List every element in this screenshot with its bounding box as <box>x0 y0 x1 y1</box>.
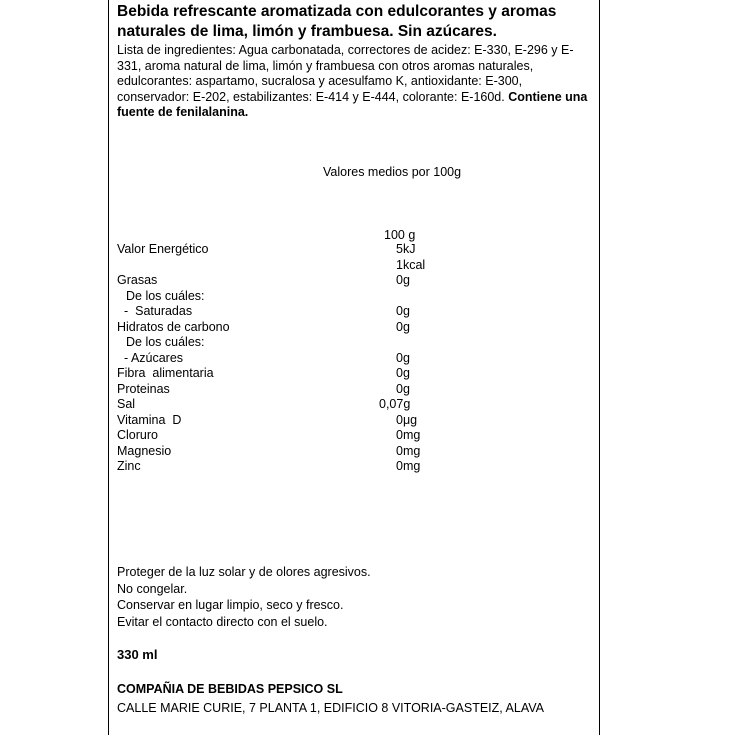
nutrition-row-of-which <box>117 335 447 351</box>
nutrient-value: 0g <box>396 304 410 318</box>
nutrient-name: Vitamina D <box>117 412 182 427</box>
ingredients-warning: Contiene una fuente de fenilalanina. <box>117 89 588 119</box>
nutrient-name: Grasas <box>117 273 158 287</box>
nutrient-value: 0g <box>396 366 410 380</box>
nutrient-name: Valor Energético <box>117 242 209 256</box>
nutrition-row-carbohydrates <box>117 320 447 336</box>
nutrition-row-chloride <box>117 428 447 444</box>
nutrition-row-saturated <box>117 304 447 320</box>
nutrition-column-header: 100 g <box>384 228 416 242</box>
nutrient-value: 5kJ <box>396 242 416 256</box>
nutrient-name: Sal <box>117 397 136 411</box>
nutrition-table <box>117 242 447 475</box>
nutrient-name: Hidratos de carbono <box>117 319 230 334</box>
nutrition-row-magnesium <box>117 444 447 460</box>
nutrient-value: 0mg <box>396 459 421 473</box>
nutrient-name: - Saturadas <box>124 304 193 318</box>
storage-instructions <box>117 564 587 630</box>
nutrient-value: 0mg <box>396 428 421 442</box>
nutrient-name: De los cuáles: <box>126 288 205 303</box>
nutrition-row-zinc <box>117 459 447 475</box>
company-name: COMPAÑIA DE BEBIDAS PEPSICO SL <box>117 682 343 696</box>
storage-line: Conservar en lugar limpio, seco y fresco. <box>117 598 344 612</box>
net-volume: 330 ml <box>117 647 158 662</box>
ingredients-list <box>117 43 595 121</box>
ingredients-text: Lista de ingredientes: Agua carbonatada, correctores de acidez: E-330, E-296 y E-331, aroma natural de lima, limón y frambuesa con otros aromas naturales, edulcorantes: aspartamo, sucralosa y acesulfamo K, antioxidante: E-300, conservador: E-202, estabilizantes: E-414 y E-444, colorante: E-160d. <box>117 43 574 104</box>
nutrition-row-salt <box>117 397 447 413</box>
nutrient-name: Zinc <box>117 459 141 473</box>
nutrition-heading: Valores medios por 100g <box>323 165 462 179</box>
nutrient-name: Cloruro <box>117 428 158 442</box>
product-title: Bebida refrescante aromatizada con edulcorantes y aromas naturales de lima, limón y frambuesa. Sin azúcares. <box>117 3 557 40</box>
storage-line: Proteger de la luz solar y de olores agresivos. <box>117 565 371 579</box>
nutrition-row-fat <box>117 273 447 289</box>
nutrient-value: 1kcal <box>396 257 426 272</box>
company-address: CALLE MARIE CURIE, 7 PLANTA 1, EDIFICIO 8 VITORIA-GASTEIZ, ALAVA <box>117 701 544 715</box>
nutrition-row-fibre <box>117 366 447 382</box>
nutrient-name: - Azúcares <box>124 350 184 365</box>
nutrient-value: 0g <box>396 273 410 287</box>
nutrient-name: Fibra alimentaria <box>117 366 214 380</box>
nutrition-row-of-which <box>117 289 447 305</box>
nutrient-value: 0g <box>396 319 410 334</box>
nutrition-row-vitamin-d <box>117 413 447 429</box>
nutrient-value: 0mg <box>396 443 421 458</box>
nutrition-row-sugars <box>117 351 447 367</box>
nutrient-name: Proteinas <box>117 381 170 396</box>
nutrition-row-energy-kcal <box>117 258 447 274</box>
nutrient-value: 0g <box>396 350 410 365</box>
nutrient-name: De los cuáles: <box>126 335 205 349</box>
nutrient-value: 0μg <box>396 412 418 427</box>
nutrient-value: 0g <box>396 381 410 396</box>
storage-line: No congelar. <box>117 581 188 596</box>
nutrient-value: 0,07g <box>379 397 411 411</box>
nutrition-row-energy-kj <box>117 242 447 258</box>
nutrition-row-protein <box>117 382 447 398</box>
storage-line: Evitar el contacto directo con el suelo. <box>117 614 328 629</box>
nutrient-name: Magnesio <box>117 443 172 458</box>
